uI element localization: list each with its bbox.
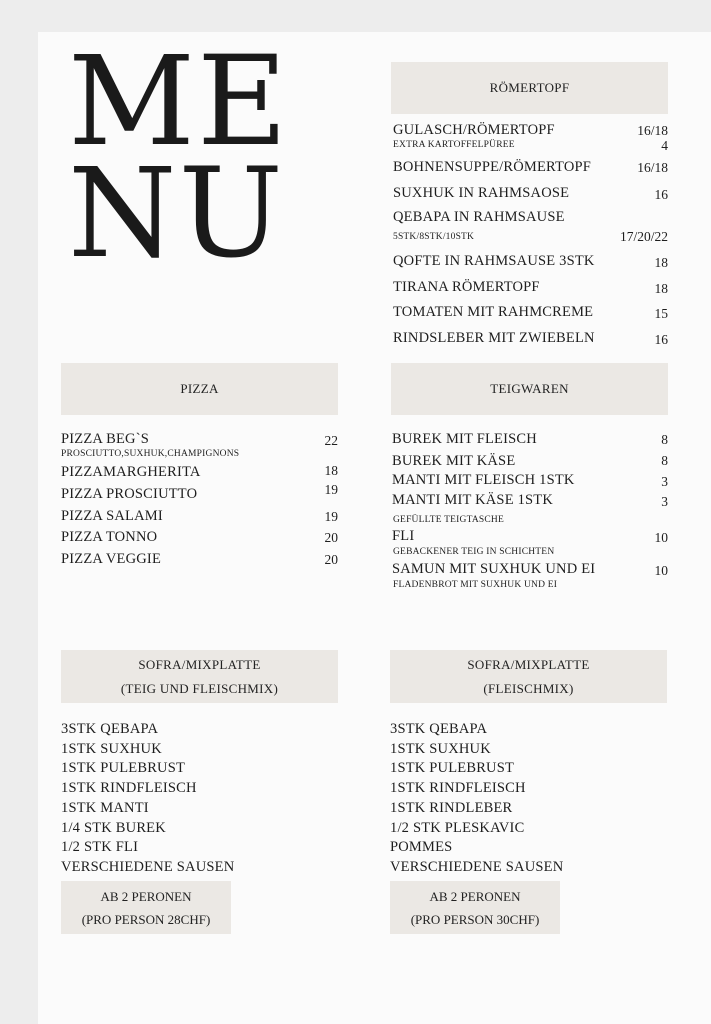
menu-item-price: 16/18 [637, 160, 668, 175]
menu-item-name: RINDSLEBER MIT ZWIEBELN [393, 330, 595, 346]
list-item: 1/4 STK BUREK [61, 819, 166, 836]
badge-line2: (PRO PERSON 28CHF) [81, 911, 211, 927]
sofra-fleisch-list [390, 720, 563, 878]
menu-item-name: BOHNENSUPPE/RÖMERTOPF [393, 159, 592, 175]
sofra-header-line1: SOFRA/MIXPLATTE [467, 656, 590, 672]
list-item: 1STK RINDLEBER [390, 799, 513, 816]
sofra-teig-fleisch-header [61, 650, 338, 703]
badge-line1: AB 2 PERONEN [100, 888, 192, 904]
menu-item-name: MANTI MIT KÄSE 1STK [392, 492, 554, 508]
pizza-header [61, 363, 338, 415]
menu-item-name: SAMUN MIT SUXHUK UND EI [392, 561, 596, 577]
menu-item-price: 10 [654, 530, 668, 545]
menu-item-note: GEFÜLLTE TEIGTASCHE [393, 515, 504, 525]
menu-item-name: PIZZA BEG`S [61, 431, 149, 447]
sofra-teig-fleisch-price-badge [61, 881, 231, 934]
menu-item-price: 16 [654, 332, 668, 347]
teigwaren-header-label: TEIGWAREN [490, 381, 569, 396]
menu-title-line2: NU [68, 142, 286, 286]
menu-item-price: 16 [654, 187, 668, 202]
menu-item-price: 20 [324, 552, 338, 567]
menu-item-note: EXTRA KARTOFFELPÜREE [393, 140, 515, 150]
sofra-header-line1: SOFRA/MIXPLATTE [138, 656, 261, 672]
menu-item-price: 18 [654, 255, 668, 270]
sofra-fleisch-header [390, 650, 667, 703]
menu-item-price: 18 [324, 463, 338, 478]
menu-item-price: 19 [324, 509, 338, 524]
menu-item-name: SUXHUK IN RAHMSAOSE [393, 185, 570, 201]
menu-item-name: FLI [392, 528, 415, 544]
menu-item-price: 16/18 [637, 123, 668, 138]
menu-item-price: 8 [661, 432, 668, 447]
list-item: 1STK RINDFLEISCH [390, 780, 526, 797]
menu-item-price: 15 [654, 306, 668, 321]
menu-item-price: 18 [654, 281, 668, 296]
roemertopf-header-label: RÖMERTOPF [489, 80, 570, 95]
menu-item-name: BUREK MIT KÄSE [392, 453, 516, 469]
list-item: 3STK QEBAPA [61, 721, 159, 737]
menu-item-name: TOMATEN MIT RAHMCREME [393, 304, 594, 320]
menu-title [68, 30, 290, 286]
menu-title-line1: ME [68, 30, 290, 174]
menu-item-name: PIZZA PROSCIUTTO [61, 486, 198, 502]
menu-item-name: PIZZA SALAMI [61, 508, 163, 524]
menu-item-name: GULASCH/RÖMERTOPF [393, 122, 555, 138]
menu-item-price: 10 [654, 563, 668, 578]
teigwaren-header [391, 363, 668, 415]
list-item: 1STK SUXHUK [61, 740, 162, 757]
menu-item-name: TIRANA RÖMERTOPF [393, 279, 540, 295]
menu-item-note: GEBACKENER TEIG IN SCHICHTEN [393, 547, 555, 557]
sofra-fleisch-price-badge [390, 881, 560, 934]
sofra-teig-fleisch-list [61, 720, 234, 878]
list-item: POMMES [390, 839, 453, 856]
menu-item-name: MANTI MIT FLEISCH 1STK [392, 472, 575, 488]
menu-item-price: 22 [324, 433, 338, 448]
sofra-header-line2: (FLEISCHMIX) [483, 680, 574, 696]
sofra-header-line2: (TEIG UND FLEISCHMIX) [120, 680, 279, 696]
list-item: VERSCHIEDENE SAUSEN [390, 858, 564, 875]
list-item: 1STK SUXHUK [390, 740, 491, 757]
menu-item-name: BUREK MIT FLEISCH [392, 431, 537, 447]
list-item: 1STK PULEBRUST [390, 760, 515, 777]
menu-item-price: 3 [661, 474, 668, 489]
menu-item-name: QEBAPA IN RAHMSAUSE [393, 209, 565, 225]
menu-item-price: 20 [324, 530, 338, 545]
menu-item-price: 3 [661, 494, 668, 509]
list-item: 1STK MANTI [61, 799, 149, 816]
pizza-header-label: PIZZA [180, 381, 219, 396]
list-item: 1STK RINDFLEISCH [61, 780, 197, 797]
menu-item-name: PIZZA TONNO [61, 529, 158, 545]
list-item: 1/2 STK FLI [61, 839, 139, 856]
menu-item-price: 8 [661, 453, 668, 468]
menu-item-name: PIZZAMARGHERITA [61, 464, 201, 480]
menu-item-note: FLADENBROT MIT SUXHUK UND EI [393, 580, 558, 590]
menu-item-price: 17/20/22 [619, 229, 668, 244]
list-item: VERSCHIEDENE SAUSEN [61, 858, 235, 875]
badge-line1: AB 2 PERONEN [429, 888, 521, 904]
menu-item-name: QOFTE IN RAHMSAUSE 3STK [393, 253, 595, 269]
menu-item-name: PIZZA VEGGIE [61, 551, 161, 567]
menu-item-price: 4 [661, 138, 668, 153]
list-item: 3STK QEBAPA [390, 721, 488, 737]
list-item: 1/2 STK PLESKAVIC [390, 819, 525, 836]
list-item: 1STK PULEBRUST [61, 760, 186, 777]
menu-item-price: 19 [324, 482, 338, 497]
menu-item-note: 5STK/8STK/10STK [393, 232, 475, 242]
menu-item-note: PROSCIUTTO,SUXHUK,CHAMPIGNONS [61, 449, 240, 459]
roemertopf-header [391, 62, 668, 114]
badge-line2: (PRO PERSON 30CHF) [410, 911, 540, 927]
